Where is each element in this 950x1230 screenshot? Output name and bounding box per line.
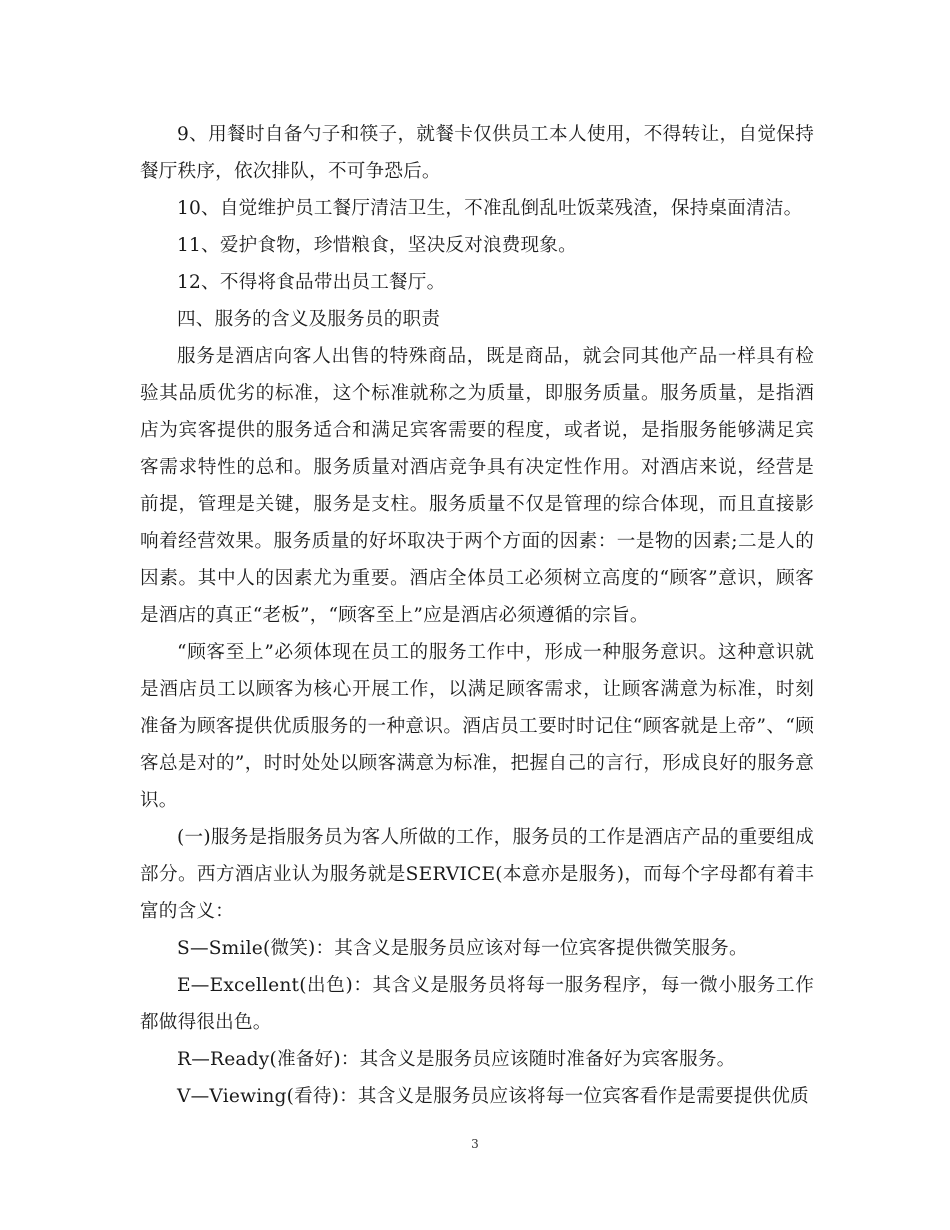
service-letter-e: E—Excellent(出色)：其含义是服务员将每一服务程序，每一微小服务工作都做得很出色。	[140, 975, 814, 1033]
service-letter-v: V—Viewing(看待)：其含义是服务员应该将每一位宾客看作是需要提供优质	[177, 1086, 809, 1107]
body-paragraph: 服务是酒店向客人出售的特殊商品，既是商品，就会同其他产品一样具有检验其品质优劣的标准，这个标准就称之为质量，即服务质量。服务质量，是指酒店为宾客提供的服务适合和满足宾客需要的程度，或者说，是指服务能够满足宾客需求特性的总和。服务质量对酒店竞争具有决定性作用。对酒店来说，经营是前提，管理是关键，服务是支柱。服务质量不仅是管理的综合体现，而且直接影响着经营效果。服务质量的好坏取决于两个方面的因素：一是物的因素;二是人的因素。其中人的因素尤为重要。酒店全体员工必须树立高度的“顾客”意识，顾客是酒店的真正“老板”，“顾客至上”应是酒店必须遵循的宗旨。	[140, 346, 814, 626]
body-paragraph: “顾客至上”必须体现在员工的服务工作中，形成一种服务意识。这种意识就是酒店员工以顾客为核心开展工作，以满足顾客需求，让顾客满意为标准，时刻准备为顾客提供优质服务的一种意识。酒店员工要时时记住“顾客就是上帝”、“顾客总是对的”，时时处处以顾客满意为标准，把握自己的言行，形成良好的服务意识。	[140, 642, 814, 811]
rule-item-9: 9、用餐时自备勺子和筷子，就餐卡仅供员工本人使用，不得转让，自觉保持餐厅秩序，依次排队，不可争恐后。	[140, 124, 814, 182]
service-letter-r: R—Ready(准备好)：其含义是服务员应该随时准备好为宾客服务。	[177, 1049, 736, 1070]
document-body	[140, 116, 814, 1115]
rule-item-11: 11、爱护食物，珍惜粮食，坚决反对浪费现象。	[177, 235, 577, 256]
section-heading: 四、服务的含义及服务员的职责	[177, 309, 441, 330]
rule-item-10: 10、自觉维护员工餐厅清洁卫生，不准乱倒乱吐饭菜残渣，保持桌面清洁。	[177, 198, 803, 219]
rule-item-12: 12、不得将食品带出员工餐厅。	[177, 272, 446, 293]
service-letter-s: S—Smile(微笑)：其含义是服务员应该对每一位宾客提供微笑服务。	[177, 938, 748, 959]
page-number: 3	[471, 1137, 479, 1151]
body-paragraph: (一)服务是指服务员为客人所做的工作，服务员的工作是酒店产品的重要组成部分。西方酒店业认为服务就是SERVICE(本意亦是服务)，而每个字母都有着丰富的含义：	[140, 827, 814, 922]
